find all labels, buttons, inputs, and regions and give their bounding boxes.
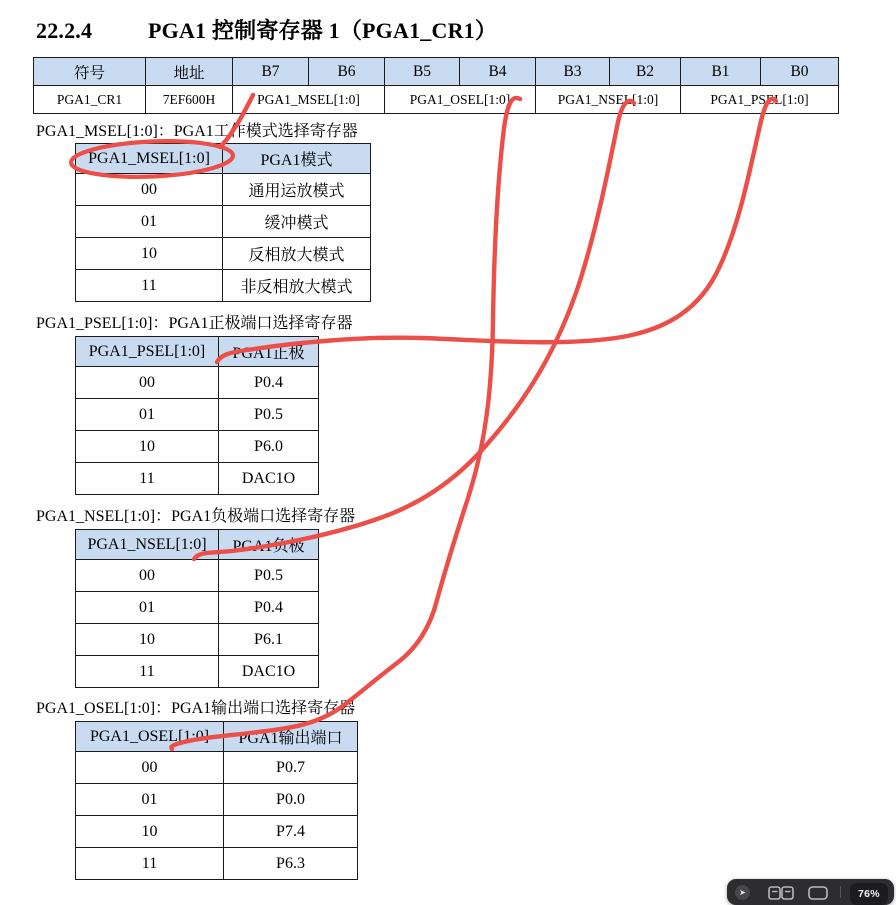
- cell: 00: [76, 560, 219, 592]
- table-row: [76, 238, 371, 270]
- cell: 10: [76, 624, 219, 656]
- nsel-header-bits: PGA1_NSEL[1:0]: [76, 530, 219, 560]
- cell: DAC1O: [219, 656, 319, 688]
- bitfield-psel: PGA1_PSEL[1:0]: [681, 86, 839, 114]
- table-row: [76, 624, 319, 656]
- osel-header-bits: PGA1_OSEL[1:0]: [76, 722, 224, 752]
- osel-description: PGA1_OSEL[1:0]：PGA1输出端口选择寄存器: [36, 700, 356, 717]
- multipage-button[interactable]: [766, 886, 796, 900]
- osel-table: [75, 721, 358, 880]
- viewer-toolbar[interactable]: [727, 879, 894, 905]
- cell: 11: [76, 463, 219, 495]
- col-symbol: 符号: [34, 58, 146, 86]
- bitfield-msel: PGA1_MSEL[1:0]: [233, 86, 385, 114]
- col-b1: B1: [681, 58, 761, 86]
- table-row: [76, 784, 358, 816]
- psel-table: [75, 336, 319, 495]
- cell: 11: [76, 270, 223, 302]
- pointer-icon: ➤: [739, 887, 746, 897]
- table-row: [76, 367, 319, 399]
- col-b5: B5: [385, 58, 460, 86]
- col-b3: B3: [536, 58, 610, 86]
- cell: DAC1O: [219, 463, 319, 495]
- cell: 缓冲模式: [223, 206, 371, 238]
- cell: 反相放大模式: [223, 238, 371, 270]
- col-b7: B7: [233, 58, 309, 86]
- cell: 通用运放模式: [223, 174, 371, 206]
- psel-description: PGA1_PSEL[1:0]：PGA1正极端口选择寄存器: [36, 315, 353, 332]
- bitfield-osel: PGA1_OSEL[1:0]: [385, 86, 536, 114]
- register-table-header-row: [34, 58, 839, 86]
- frame-button[interactable]: [806, 886, 830, 900]
- cell: P0.4: [219, 592, 319, 624]
- table-row: [76, 174, 371, 206]
- msel-header-value: PGA1模式: [223, 144, 371, 174]
- table-row: [76, 592, 319, 624]
- page-title: PGA1 控制寄存器 1（PGA1_CR1）: [148, 18, 498, 43]
- toolbar-divider: [840, 886, 841, 898]
- cell: 10: [76, 238, 223, 270]
- osel-header-value: PGA1输出端口: [224, 722, 358, 752]
- section-number: 22.2.4: [36, 18, 93, 43]
- msel-header-bits: PGA1_MSEL[1:0]: [76, 144, 223, 174]
- cell: P6.0: [219, 431, 319, 463]
- nsel-header-value: PGA1负极: [219, 530, 319, 560]
- register-table-data-row: [34, 86, 839, 114]
- register-table: [33, 57, 839, 114]
- col-b0: B0: [761, 58, 839, 86]
- nsel-table: [75, 529, 319, 688]
- table-row: [76, 399, 319, 431]
- multipage-icon: [768, 886, 794, 900]
- table-row: [76, 270, 371, 302]
- cell: 10: [76, 431, 219, 463]
- msel-description: PGA1_MSEL[1:0]：PGA1工作模式选择寄存器: [36, 123, 358, 140]
- psel-header-value: PGA1正极: [219, 337, 319, 367]
- col-b6: B6: [309, 58, 385, 86]
- psel-header-bits: PGA1_PSEL[1:0]: [76, 337, 219, 367]
- table-row: [76, 848, 358, 880]
- osel-table-header: [76, 722, 358, 752]
- msel-table-header: [76, 144, 371, 174]
- cell: 01: [76, 592, 219, 624]
- col-b4: B4: [460, 58, 536, 86]
- bitfield-nsel: PGA1_NSEL[1:0]: [536, 86, 681, 114]
- cell: P0.0: [224, 784, 358, 816]
- cell: 00: [76, 367, 219, 399]
- cell: P7.4: [224, 816, 358, 848]
- zoom-level-badge[interactable]: [850, 883, 888, 905]
- page-heading: [36, 14, 497, 45]
- psel-table-header: [76, 337, 319, 367]
- cell: P0.7: [224, 752, 358, 784]
- col-b2: B2: [610, 58, 681, 86]
- frame-icon: [808, 886, 828, 900]
- cell: P6.3: [224, 848, 358, 880]
- table-row: [76, 206, 371, 238]
- table-row: [76, 656, 319, 688]
- cell: 00: [76, 752, 224, 784]
- table-row: [76, 816, 358, 848]
- cell: 01: [76, 206, 223, 238]
- cell: 01: [76, 784, 224, 816]
- msel-table: [75, 143, 371, 302]
- pointer-button[interactable]: [735, 885, 750, 900]
- cell: 非反相放大模式: [223, 270, 371, 302]
- cell: P6.1: [219, 624, 319, 656]
- col-address: 地址: [146, 58, 233, 86]
- cell: P0.5: [219, 560, 319, 592]
- cell: P0.4: [219, 367, 319, 399]
- table-row: [76, 560, 319, 592]
- table-row: [76, 431, 319, 463]
- register-symbol: PGA1_CR1: [34, 86, 146, 114]
- table-row: [76, 463, 319, 495]
- cell: 11: [76, 848, 224, 880]
- cell: 10: [76, 816, 224, 848]
- zoom-level-value: 76%: [858, 888, 880, 900]
- table-row: [76, 752, 358, 784]
- cell: 01: [76, 399, 219, 431]
- cell: 00: [76, 174, 223, 206]
- cell: 11: [76, 656, 219, 688]
- register-address: 7EF600H: [146, 86, 233, 114]
- nsel-table-header: [76, 530, 319, 560]
- nsel-description: PGA1_NSEL[1:0]：PGA1负极端口选择寄存器: [36, 508, 356, 525]
- cell: P0.5: [219, 399, 319, 431]
